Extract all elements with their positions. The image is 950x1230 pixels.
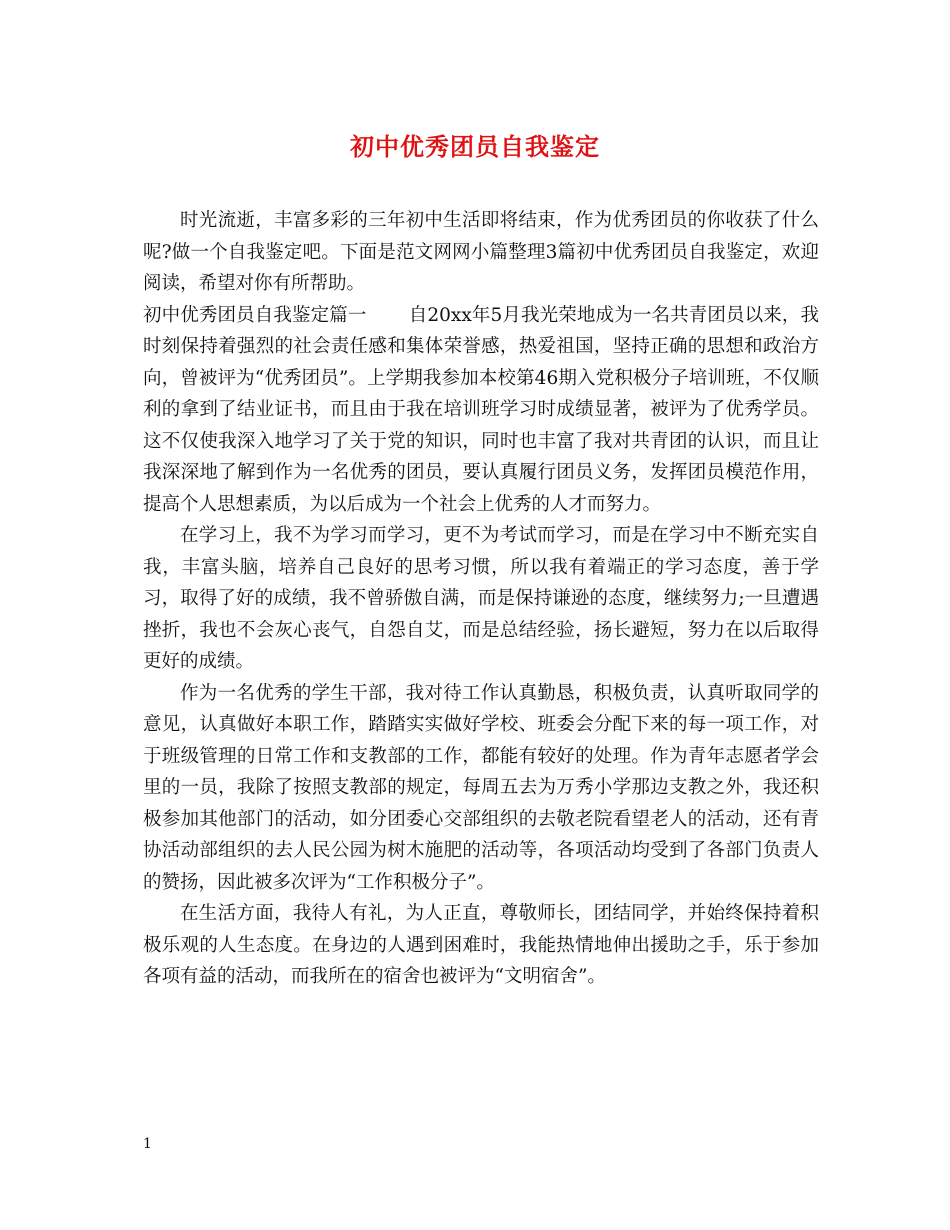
intro-paragraph: 时光流逝，丰富多彩的三年初中生活即将结束，作为优秀团员的你收获了什么呢?做一个自我鉴定吧。下面是范文网网小篇整理3篇初中优秀团员自我鉴定，欢迎阅读，希望对你有所帮助。: [143, 210, 819, 294]
study-paragraph: 在学习上，我不为学习而学习，更不为考试而学习，而是在学习中不断充实自我，丰富头脑，培养自己良好的思考习惯，所以我有着端正的学习态度，善于学习，取得了好的成绩，我不曾骄傲自满，而是保持谦逊的态度，继续努力;一旦遭遇挫折，我也不会灰心丧气，自怨自艾，而是总结经验，扬长避短，努力在以后取得更好的成绩。: [143, 525, 819, 672]
work-paragraph: 作为一名优秀的学生干部，我对待工作认真勤恳，积极负责，认真听取同学的意见，认真做好本职工作，踏踏实实做好学校、班委会分配下来的每一项工作，对于班级管理的日常工作和支教部的工作，都能有较好的处理。作为青年志愿者学会里的一员，我除了按照支教部的规定，每周五去为万秀小学那边支教之外，我还积极参加其他部门的活动，如分团委心交部组织的去敬老院看望老人的活动，还有青协活动部组织的去人民公园为树木施肥的活动等，各项活动均受到了各部门负责人的赞扬，因此被多次评为“工作积极分子”。: [143, 682, 819, 893]
page-number: 1: [143, 1136, 152, 1152]
section-heading: 初中优秀团员自我鉴定篇一: [143, 304, 367, 326]
section-paragraph: [143, 300, 819, 521]
document-body: [143, 205, 819, 993]
document-title: 初中优秀团员自我鉴定: [350, 132, 600, 161]
section-text: 自20xx年5月我光荣地成为一名共青团员以来，我时刻保持着强烈的社会责任感和集体荣誉感，热爱祖国，坚持正确的思想和政治方向，曾被评为“优秀团员”。上学期我参加本校第46期入党积极分子培训班，不仅顺利的拿到了结业证书，而且由于我在培训班学习时成绩显著，被评为了优秀学员。这不仅使我深入地学习了关于党的知识，同时也丰富了我对共青团的认识，而且让我深深地了解到作为一名优秀的团员，要认真履行团员义务，发挥团员模范作用，提高个人思想素质，为以后成为一个社会上优秀的人才而努力。: [143, 304, 819, 515]
life-paragraph: 在生活方面，我待人有礼，为人正直，尊敬师长，团结同学，并始终保持着积极乐观的人生态度。在身边的人遇到困难时，我能热情地伸出援助之手，乐于参加各项有益的活动，而我所在的宿舍也被评为“文明宿舍”。: [143, 903, 819, 987]
